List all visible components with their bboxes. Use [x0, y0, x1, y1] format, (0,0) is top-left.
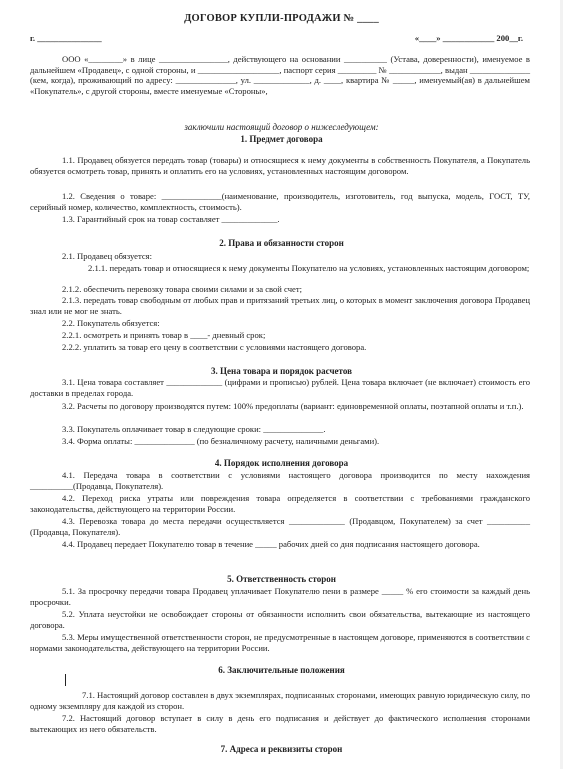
clause-3-3: 3.3. Покупатель оплачивает товар в следующие сроки: ______________. [62, 424, 326, 434]
intro-line: заключили настоящий договор о нижеследующем: [184, 122, 379, 132]
clause-2-1-3: 2.1.3. передать товар свободным от любых прав и притязаний третьих лиц, о которых в момент заключения договора Продавец знал или не мог не знать. [30, 295, 530, 316]
clause-1-3: 1.3. Гарантийный срок на товар составляет _____________. [62, 214, 280, 224]
clause-4-1: 4.1. Передача товара в соответствии с условиями настоящего договора производится по месту нахождения __________(Продавца, Покупателя). [30, 470, 530, 491]
clause-2-2-2: 2.2.2. уплатить за товар его цену в соответствии с условиями настоящего договора. [62, 342, 367, 352]
clause-3-1: 3.1. Цена товара составляет _____________ (цифрами и прописью) рублей. Цена товара включает (не включает) стоимость его доставки в пределах города. [30, 377, 530, 398]
clause-4-4: 4.4. Продавец передает Покупателю товар в течение _____ рабочих дней со дня подписания настоящего договора. [62, 539, 480, 549]
clause-2-1-1: 2.1.1. передать товар и относящиеся к нему документы Покупателю на условиях, установленных настоящим договором; [88, 263, 530, 273]
section-1-heading: 1. Предмет договора [240, 134, 323, 144]
preamble: ООО «________» в лице ________________, действующего на основании __________ (Устава, доверенности), именуемое в дальнейшем «Продавец», с одной стороны, и ___________________, паспорт серия _________ № ____________, выдан ______________ (кем, когда), проживающий по адресу: ______________, ул. _____________, д. ____, квартира № _____, именуемый(ая) в дальнейшем «Покупатель», с другой стороны, вместе именуемые «Стороны», [30, 54, 530, 96]
clause-6-1: 7.1. Настоящий договор составлен в двух экземплярах, подписанных сторонами, имеющих равную юридическую силу, по одному экземпляру для каждой из сторон. [30, 690, 530, 711]
section-6-heading: 6. Заключительные положения [218, 665, 345, 675]
contract-date: «____» ____________ 200__г. [414, 33, 523, 43]
clause-2-2: 2.2. Покупатель обязуется: [62, 318, 160, 328]
clause-5-2: 5.2. Уплата неустойки не освобождает стороны от обязанности исполнить свои обязательства, вытекающие из настоящего договора. [30, 609, 530, 630]
section-7-heading: 7. Адреса и реквизиты сторон [220, 744, 343, 754]
text-cursor [65, 674, 66, 686]
clause-3-2: 3.2. Расчеты по договору производятся путем: 100% предоплаты (вариант: единовременной оплаты, поэтапной оплаты и т.п.). [62, 401, 524, 411]
section-2-heading: 2. Права и обязанности сторон [219, 238, 344, 248]
clause-1-2: 1.2. Сведения о товаре: ______________(наименование, производитель, изготовитель, год выпуска, модель, ГОСТ, ТУ, серийный номер, количество, комплектность, стоимость). [30, 191, 530, 212]
clause-4-3: 4.3. Перевозка товара до места передачи осуществляется _____________ (Продавцом, Покупателем) за счет __________ (Продавца, Покупателя). [30, 516, 530, 537]
clause-2-1: 2.1. Продавец обязуется: [62, 251, 152, 261]
section-4-heading: 4. Порядок исполнения договора [214, 458, 349, 468]
clause-2-1-2: 2.1.2. обеспечить перевозку товара своими силами и за свой счет; [62, 284, 302, 294]
clause-3-4: 3.4. Форма оплаты: ______________ (по безналичному расчету, наличными деньгами). [62, 436, 380, 446]
contract-city: г. _______________ [30, 33, 102, 43]
document-title: ДОГОВОР КУПЛИ-ПРОДАЖИ № ____ [184, 13, 379, 24]
clause-5-1: 5.1. За просрочку передачи товара Продавец уплачивает Покупателю пени в размере _____ % его стоимости за каждый день просрочки. [30, 586, 530, 607]
clause-2-2-1: 2.2.1. осмотреть и принять товар в ____- дневный срок; [62, 330, 266, 340]
clause-1-1: 1.1. Продавец обязуется передать товар (товары) и относящиеся к нему документы в собственность Покупателя, а Покупатель обязуется осмотреть товар, принять и оплатить его на условиях, установленных настоящим договором. [30, 155, 530, 176]
section-5-heading: 5. Ответственность сторон [227, 574, 336, 584]
clause-5-3: 5.3. Меры имущественной ответственности сторон, не предусмотренные в настоящем договоре, применяются в соответствии с нормами законодательства, действующего на территории России. [30, 632, 530, 653]
clause-6-2: 7.2. Настоящий договор вступает в силу в день его подписания и действует до фактического исполнения сторонами вытекающих из него обязательств. [30, 713, 530, 734]
section-3-heading: 3. Цена товара и порядок расчетов [211, 366, 352, 376]
clause-4-2: 4.2. Переход риска утраты или повреждения товара определяется в соответствии с требованиями гражданского законодательства, действующего на территории России. [30, 493, 530, 514]
